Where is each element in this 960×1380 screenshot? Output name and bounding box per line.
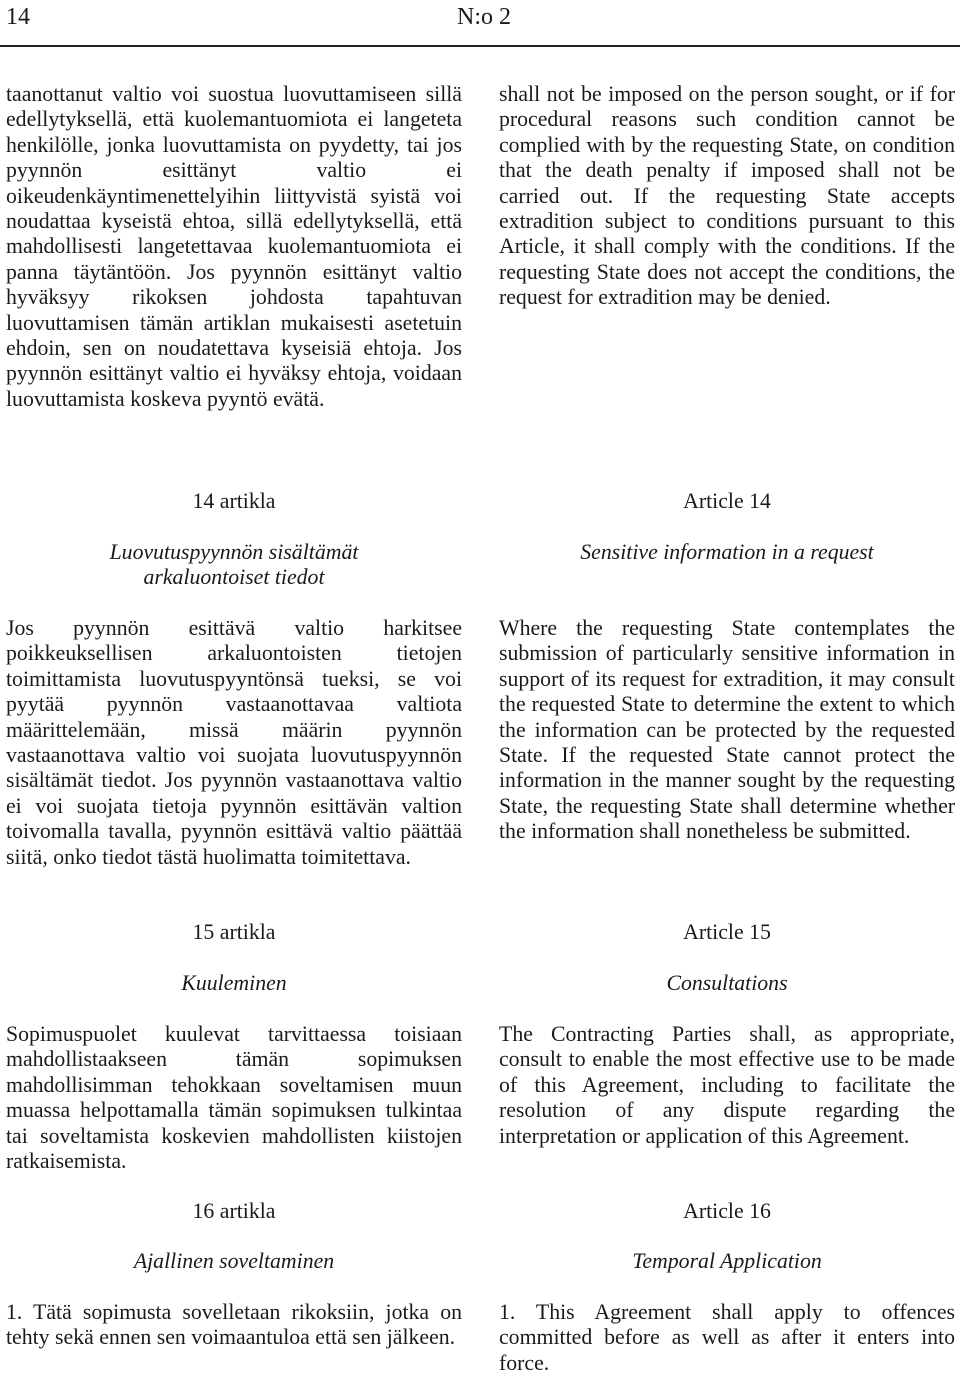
article-title: Temporal Application (632, 1249, 822, 1273)
finnish-article-15-title-block (6, 971, 462, 996)
finnish-intro-block (6, 82, 462, 412)
article-title: Sensitive information in a request (580, 540, 874, 564)
finnish-article-16-heading-block (6, 1199, 462, 1224)
article-body: 1. This Agreement shall apply to offences committed before as well as after it enters into force. (499, 1300, 955, 1375)
english-article-15-title-block (499, 971, 955, 996)
article-body: The Contracting Parties shall, as appropriate, consult to enable the most effective use to be made of this Agreement, including to facilitate the resolution of any dispute regarding the interpretation or application of this Agreement. (499, 1022, 955, 1148)
article-body: 1. Tätä sopimusta sovelletaan rikoksiin, jotka on tehty sekä ennen sen voimaantuloa että sen jälkeen. (6, 1300, 462, 1350)
english-article-15-body-block (499, 1022, 955, 1149)
finnish-article-14 (6, 489, 462, 514)
article-body: Sopimuspuolet kuulevat tarvittaessa toisiaan mahdollistaakseen tämän sopimuksen mahdollisimman tehokkaan soveltamisen muun muassa helpottamalla tämän sopimuksen tulkintaa tai soveltamista koskevien mahdollisten kiistojen ratkaisemista. (6, 1022, 462, 1174)
article-title: Ajallinen soveltaminen (133, 1249, 335, 1273)
finnish-article-15-heading-block (6, 920, 462, 945)
article-heading: Article 14 (683, 489, 771, 513)
finnish-article-16-title-block (6, 1249, 462, 1274)
article-heading: Article 16 (683, 1199, 771, 1223)
article-body: Jos pyynnön esittävä valtio harkitsee poikkeuksellisen arkaluontoisten tietojen toimittamista luovutuspyyntönsä tueksi, se voi pyytää pyynnön vastaanottavaa valtiota määrittelemään, missä määrin pyynnön vastaanottava valtio voi suojata luovutuspyynnön sisältämät tiedot. Jos pyynnön vastaanottava valtio ei voi suojata tietoja pyynnön esittävän valtion toivomalla tavalla, pyynnön esittävä valtio päättää siitä, onko tiedot tästä huolimatta toimitettava. (6, 616, 462, 869)
finnish-article-14-body-block (6, 616, 462, 870)
article-title: Kuuleminen (181, 971, 287, 995)
english-article-16-heading-block (499, 1199, 955, 1224)
article-heading: 15 artikla (192, 920, 276, 944)
finnish-intro-paragraph: taanottanut valtio voi suostua luovuttamiseen sillä edellytyksellä, että kuolemantuomiota ei langeteta henkilölle, jonka luovuttamista on pyydetty, tai jos pyynnön esittänyt valtio ei oikeudenkäyntimenettelyihin liittyvistä syistä voi noudattaa kyseistä ehtoa, sillä edellytyksellä, että mahdollisesti langetettavaa kuolemantuomiota ei panna täytäntöön. Jos pyynnön esittänyt valtio hyväksyy rikoksen johdosta tapahtuvan luovuttamisen tämän artiklan mukaisesti asetetuin ehdoin, sen on noudatettava kyseisiä ehtoja. Jos pyynnön esittänyt valtio ei hyväksy ehtoja, voidaan luovuttamista koskeva pyyntö evätä. (6, 82, 462, 411)
english-article-14-heading-block (499, 489, 955, 514)
english-article-16-title-block (499, 1249, 955, 1274)
english-intro-paragraph: shall not be imposed on the person sought, or if for procedural reasons such condition cannot be complied with by the requesting State, on condition that the death penalty if imposed shall not be carried out. If the requesting State accepts extradition subject to conditions pursuant to this Article, it shall comply with the conditions. If the requesting State does not accept the conditions, the request for extradition may be denied. (499, 82, 955, 310)
english-article-16-body-block (499, 1300, 955, 1376)
article-title: Luovutuspyynnön sisältämät arkaluontoiset tiedot (109, 540, 359, 590)
article-title: Consultations (666, 971, 788, 995)
article-heading: Article 15 (683, 920, 771, 944)
page-header (0, 0, 960, 40)
english-article-14-body-block (499, 616, 955, 845)
finnish-article-15-body-block (6, 1022, 462, 1174)
header-rule (0, 45, 960, 47)
issue-number: N:o 2 (457, 4, 511, 30)
english-article-14-title-block (499, 540, 955, 565)
article-heading: 16 artikla (192, 1199, 276, 1223)
english-intro-block (499, 82, 955, 311)
english-article-15-heading-block (499, 920, 955, 945)
article-body: Where the requesting State contemplates the submission of particularly sensitive information in support of its request for extradition, it may consult the requested State to determine the extent to which the information can be protected by the requested State. If the requested State cannot protect the information in the manner sought by the requesting State, the requesting State shall determine whether the information shall nonetheless be submitted. (499, 616, 955, 844)
page-number: 14 (6, 4, 30, 30)
finnish-article-16-body-block (6, 1300, 462, 1351)
article-heading: 14 artikla (192, 489, 276, 513)
finnish-article-14-title-block (6, 540, 462, 591)
